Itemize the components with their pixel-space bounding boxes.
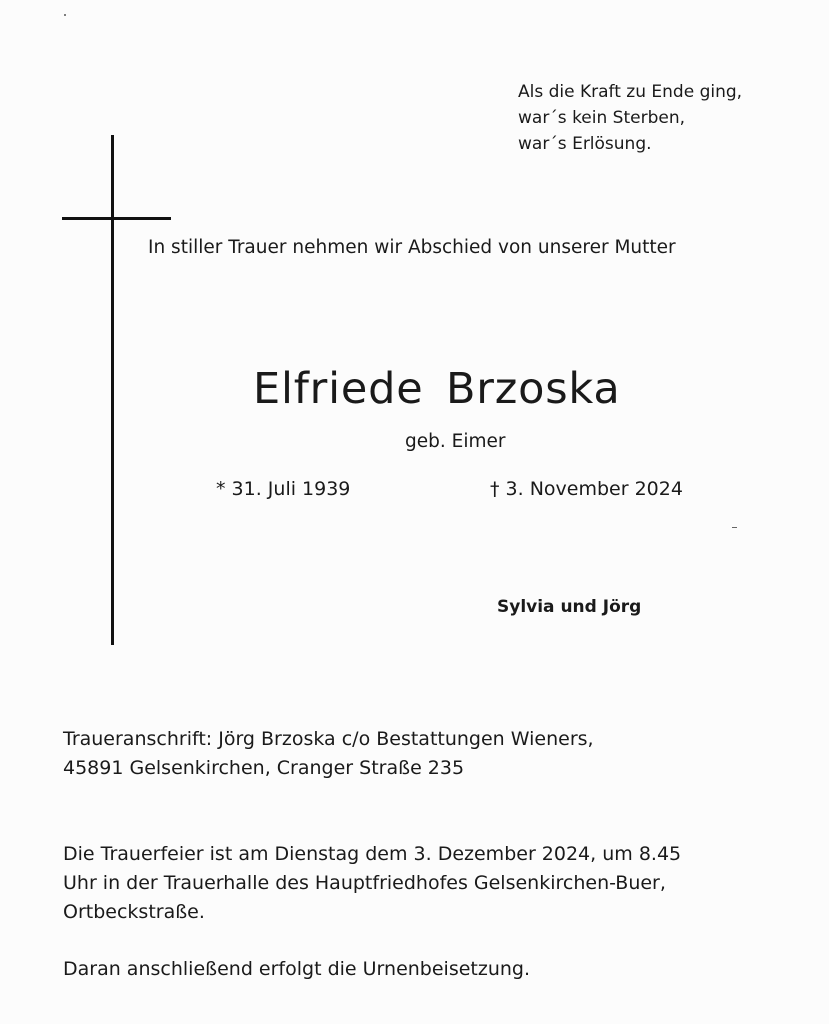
ceremony-line: Uhr in der Trauerhalle des Hauptfriedhofes Gelsenkirchen-Buer, — [63, 872, 666, 894]
birth-date: * 31. Juli 1939 — [216, 478, 351, 500]
intro-text: In stiller Trauer nehmen wir Abschied von unserer Mutter — [148, 237, 676, 258]
memorial-verse — [518, 79, 742, 157]
ceremony-line: Die Trauerfeier ist am Dienstag dem 3. Dezember 2024, um 8.45 — [63, 843, 682, 865]
verse-line: war´s Erlösung. — [518, 134, 652, 154]
funeral-ceremony-notice — [63, 840, 681, 927]
maiden-name: geb. Eimer — [405, 431, 506, 452]
death-date: † 3. November 2024 — [490, 478, 683, 500]
urn-burial-notice: Daran anschließend erfolgt die Urnenbeisetzung. — [63, 958, 531, 980]
mourning-address — [63, 725, 594, 783]
cross-horizontal-bar — [62, 217, 171, 220]
address-line: Traueranschrift: Jörg Brzoska c/o Bestattungen Wieners, — [63, 728, 594, 750]
scan-speck — [732, 527, 737, 528]
deceased-name: Elfriede Brzoska — [253, 364, 621, 414]
cross-vertical-bar — [111, 135, 114, 645]
ceremony-line: Ortbeckstraße. — [63, 901, 205, 923]
verse-line: war´s kein Sterben, — [518, 108, 686, 128]
scan-speck — [64, 14, 66, 16]
verse-line: Als die Kraft zu Ende ging, — [518, 82, 743, 102]
mourners-signature: Sylvia und Jörg — [497, 597, 642, 617]
address-line: 45891 Gelsenkirchen, Cranger Straße 235 — [63, 757, 465, 779]
